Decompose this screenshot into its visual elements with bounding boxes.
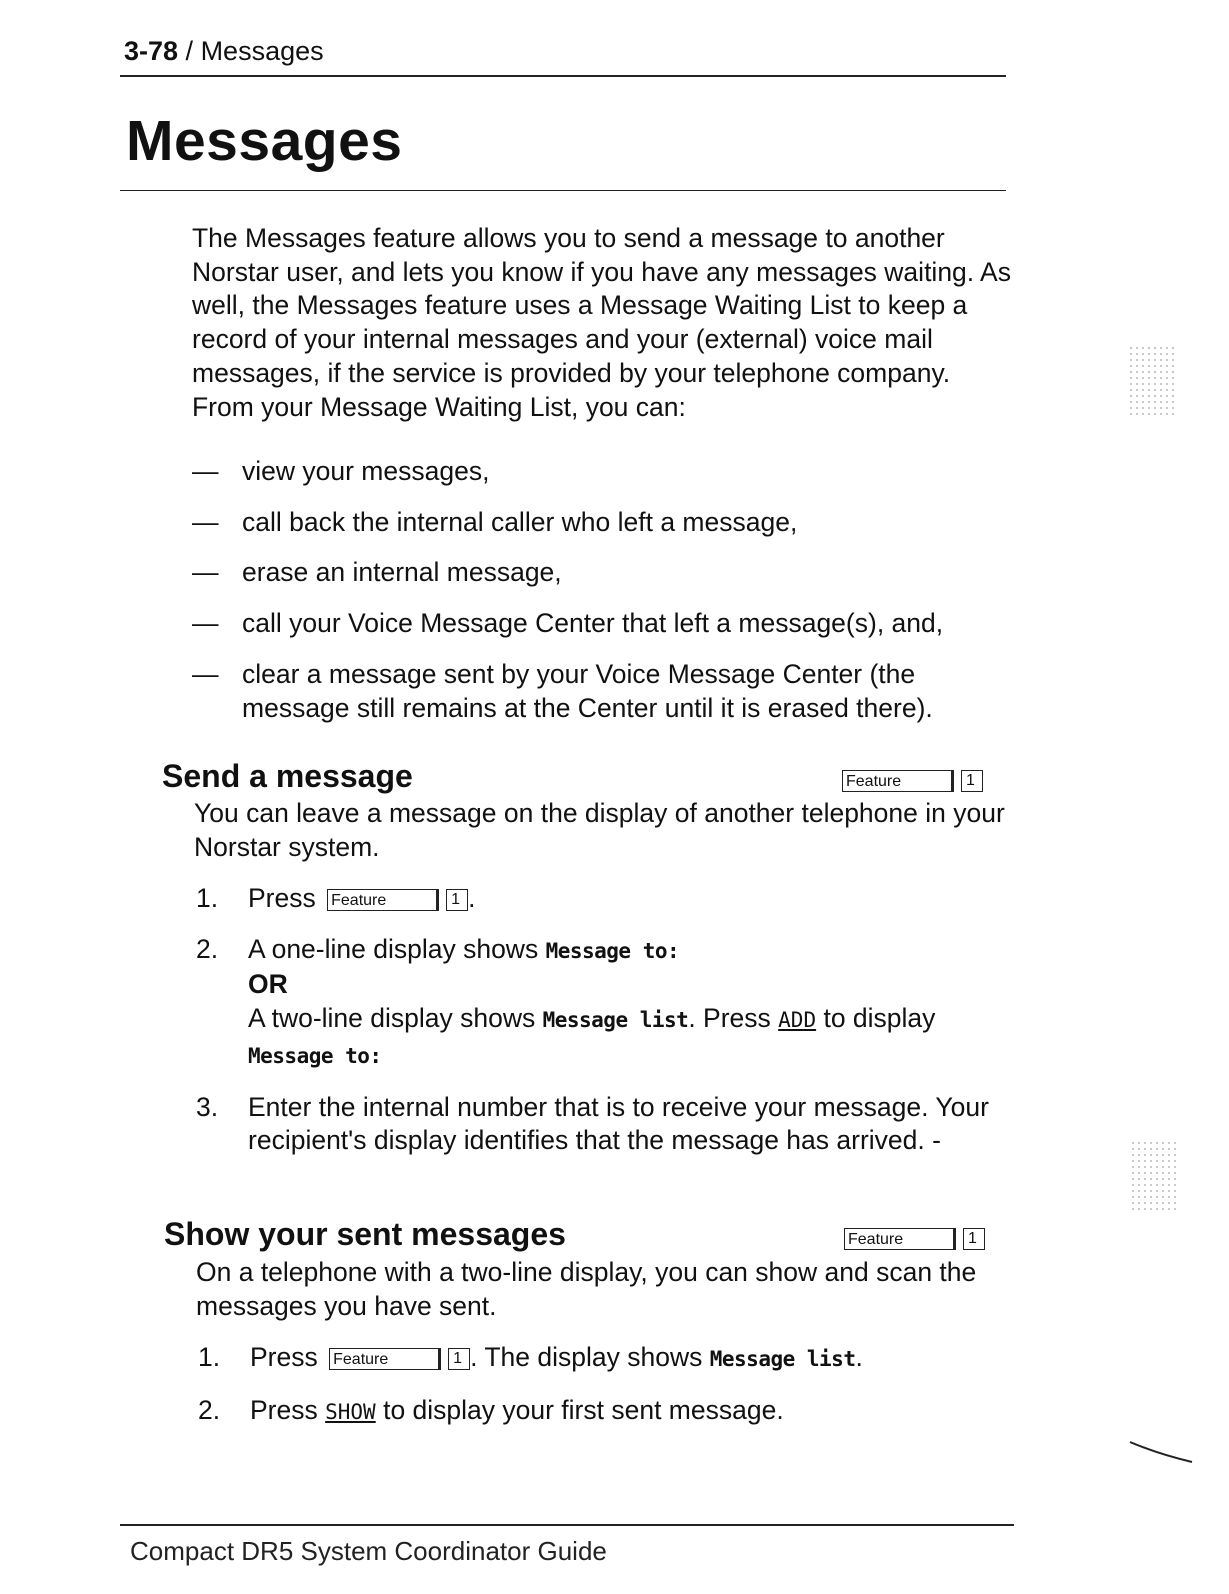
page-number: 3-78 (124, 36, 179, 66)
scan-speckle-2 (1130, 1140, 1180, 1210)
list-item (192, 506, 1012, 540)
step-text: to display your first sent message. (383, 1394, 784, 1425)
step-text: A one-line display shows (248, 933, 539, 964)
key-1: 1 (961, 770, 983, 792)
key-1: 1 (446, 889, 468, 911)
send-message-keys (842, 770, 983, 792)
footer-text: Compact DR5 System Coordinator Guide (130, 1536, 607, 1566)
step-text: to display (823, 1003, 936, 1034)
list-item (192, 556, 1012, 590)
page-title: Messages (126, 109, 403, 173)
display-text: Message list (542, 1008, 689, 1033)
key-1: 1 (448, 1348, 470, 1370)
dash-3: — (192, 557, 219, 588)
feature-key: Feature (844, 1228, 956, 1250)
step-text: A two-line display shows (248, 1003, 536, 1034)
list-item (192, 455, 1012, 489)
step-text: Press (248, 883, 316, 913)
key-1: 1 (963, 1228, 985, 1250)
step-item (196, 882, 1016, 916)
step-text-end: . (855, 1342, 863, 1372)
list-item-text: call back the internal caller who left a message, (242, 506, 798, 537)
step-item (196, 933, 1016, 1074)
list-item-text: view your messages, (242, 456, 490, 486)
scan-mark (1128, 1440, 1198, 1470)
dash-2: — (192, 506, 219, 537)
header-section: Messages (200, 36, 324, 66)
step-number: 2. (198, 1394, 221, 1425)
intro-paragraph: The Messages feature allows you to send a message to another Norstar user, and lets you know if you have any messages waiting. As well, the Messages feature uses a Message Waiting List to keep a record of your internal messages and your (external) voice mail messages, if the service is provided by your telephone company. From your Message Waiting List, you can: (192, 223, 1011, 422)
step-item (196, 1091, 1016, 1158)
show-sent-heading: Show your sent messages (164, 1216, 566, 1252)
dash-5: — (192, 658, 219, 689)
show-softkey: SHOW (325, 1399, 376, 1424)
dash-1: — (192, 456, 219, 486)
step-number: 2. (196, 933, 219, 964)
step-text: Enter the internal number that is to receive your message. Your recipient's display identifies that the message has arrived. - (248, 1091, 989, 1156)
feature-key: Feature (329, 1348, 441, 1370)
header-rule (120, 75, 1006, 77)
list-item (192, 658, 1012, 725)
step-item (198, 1341, 1018, 1377)
step-text: . Press (688, 1003, 771, 1034)
list-item-text: erase an internal message, (242, 557, 562, 588)
or-label: OR (248, 969, 288, 1000)
step-text: Press (250, 1394, 318, 1425)
step-number: 3. (196, 1091, 219, 1122)
list-item (192, 607, 1012, 641)
scan-speckle-1 (1128, 345, 1178, 415)
send-message-heading: Send a message (162, 758, 413, 794)
dash-4: — (192, 608, 219, 639)
add-softkey: ADD (778, 1008, 817, 1033)
show-sent-keys (844, 1228, 985, 1250)
title-rule (120, 190, 1006, 191)
step-text-end: . (468, 883, 476, 913)
show-sent-steps (198, 1341, 1018, 1446)
send-message-description: You can leave a message on the display of another telephone in your Norstar system. (194, 798, 1005, 862)
step-item (198, 1394, 1018, 1430)
display-text: Message list (709, 1347, 856, 1371)
inline-keys (327, 889, 468, 911)
display-text: Message to: (248, 1043, 382, 1068)
running-header (124, 36, 324, 67)
step-text: Press (250, 1342, 318, 1372)
list-item-text: clear a message sent by your Voice Message Center (the message still remains at the Center until it is erased there). (242, 658, 933, 723)
feature-key: Feature (327, 889, 439, 911)
list-item-text: call your Voice Message Center that left a message(s), and, (242, 608, 944, 639)
inline-keys (329, 1348, 470, 1370)
send-message-steps (196, 882, 1016, 1175)
feature-key: Feature (842, 770, 954, 792)
footer-rule (120, 1524, 1014, 1526)
display-text: Message to: (545, 938, 680, 963)
step-number: 1. (196, 883, 219, 913)
step-number: 1. (198, 1342, 221, 1372)
step-text: . The display shows (470, 1342, 703, 1372)
show-sent-description: On a telephone with a two-line display, you can show and scan the messages you have sent. (196, 1257, 977, 1321)
capabilities-list (192, 455, 1012, 742)
header-separator: / (178, 36, 201, 66)
